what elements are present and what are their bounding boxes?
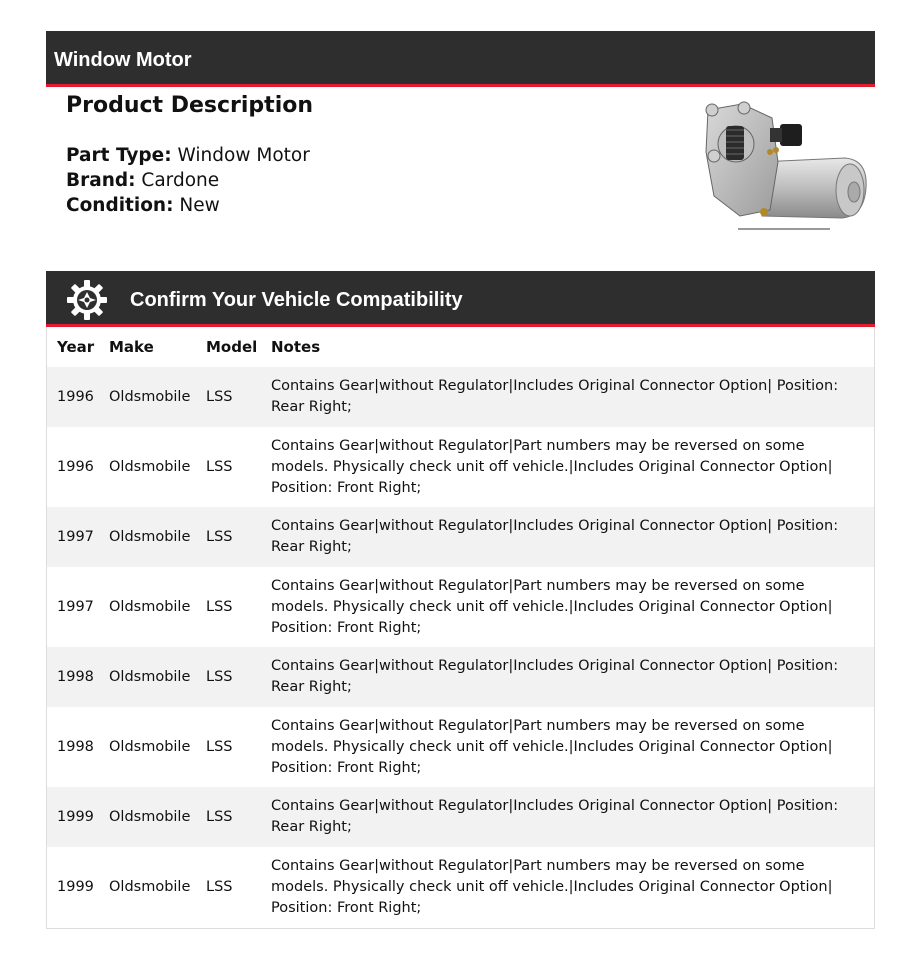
table-row [47,787,874,847]
notes-cell: Contains Gear|without Regulator|Includes Original Connector Option| Position: Rear Right; [261,367,874,427]
page-title: Window Motor [54,49,192,71]
model-cell: LSS [206,738,233,755]
make-cell: Oldsmobile [109,878,191,895]
condition-label: Condition: [66,195,174,216]
compatibility-table [46,327,875,929]
compatibility-bar [46,271,875,327]
year-cell: 1996 [57,458,94,475]
model-cell: LSS [196,367,261,427]
condition-value: New [179,195,220,216]
make-cell: Oldsmobile [99,787,196,847]
make-cell: Oldsmobile [109,738,191,755]
description-heading: Product Description [66,93,314,118]
gear-icon [66,279,108,321]
condition-row [66,193,313,218]
model-cell: LSS [206,878,233,895]
brand-label: Brand: [66,170,136,191]
make-cell: Oldsmobile [99,367,196,427]
col-notes-header: Notes [271,338,321,356]
year-cell: 1997 [47,507,99,567]
table-row [47,507,874,567]
brand-value: Cardone [141,170,220,191]
table-row [47,427,874,507]
part-type-label: Part Type: [66,145,172,166]
notes-cell: Contains Gear|without Regulator|Part numbers may be reversed on some models. Physically check unit off vehicle.|Includes Original Connector Option| Position: Front Right; [271,437,833,496]
table-row [47,567,874,647]
col-year-header: Year [57,338,95,356]
part-type-row [66,143,313,168]
notes-cell: Contains Gear|without Regulator|Part numbers may be reversed on some models. Physically check unit off vehicle.|Includes Original Connector Option| Position: Front Right; [271,717,833,776]
make-cell: Oldsmobile [109,598,191,615]
model-cell: LSS [206,598,233,615]
table-row [47,367,874,427]
make-cell: Oldsmobile [99,647,196,707]
part-type-value: Window Motor [177,145,310,166]
table-header-row [47,327,874,367]
col-model-header: Model [206,338,258,356]
product-description [66,93,313,218]
window-motor-image [700,100,870,232]
model-cell: LSS [196,507,261,567]
year-cell: 1998 [47,647,99,707]
compatibility-title: Confirm Your Vehicle Compatibility [130,289,463,311]
brand-row [66,168,313,193]
table-row [47,707,874,787]
title-bar [46,31,875,87]
notes-cell: Contains Gear|without Regulator|Includes Original Connector Option| Position: Rear Right; [261,507,874,567]
year-cell: 1999 [47,787,99,847]
notes-cell: Contains Gear|without Regulator|Part numbers may be reversed on some models. Physically check unit off vehicle.|Includes Original Connector Option| Position: Front Right; [271,857,833,916]
notes-cell: Contains Gear|without Regulator|Part numbers may be reversed on some models. Physically check unit off vehicle.|Includes Original Connector Option| Position: Front Right; [271,577,833,636]
year-cell: 1996 [47,367,99,427]
col-make-header: Make [109,338,154,356]
notes-cell: Contains Gear|without Regulator|Includes Original Connector Option| Position: Rear Right; [261,647,874,707]
table-row [47,647,874,707]
model-cell: LSS [206,458,233,475]
table-row [47,847,874,927]
model-cell: LSS [196,787,261,847]
notes-cell: Contains Gear|without Regulator|Includes Original Connector Option| Position: Rear Right; [261,787,874,847]
make-cell: Oldsmobile [109,458,191,475]
model-cell: LSS [196,647,261,707]
make-cell: Oldsmobile [99,507,196,567]
year-cell: 1997 [57,598,94,615]
year-cell: 1999 [57,878,94,895]
year-cell: 1998 [57,738,94,755]
